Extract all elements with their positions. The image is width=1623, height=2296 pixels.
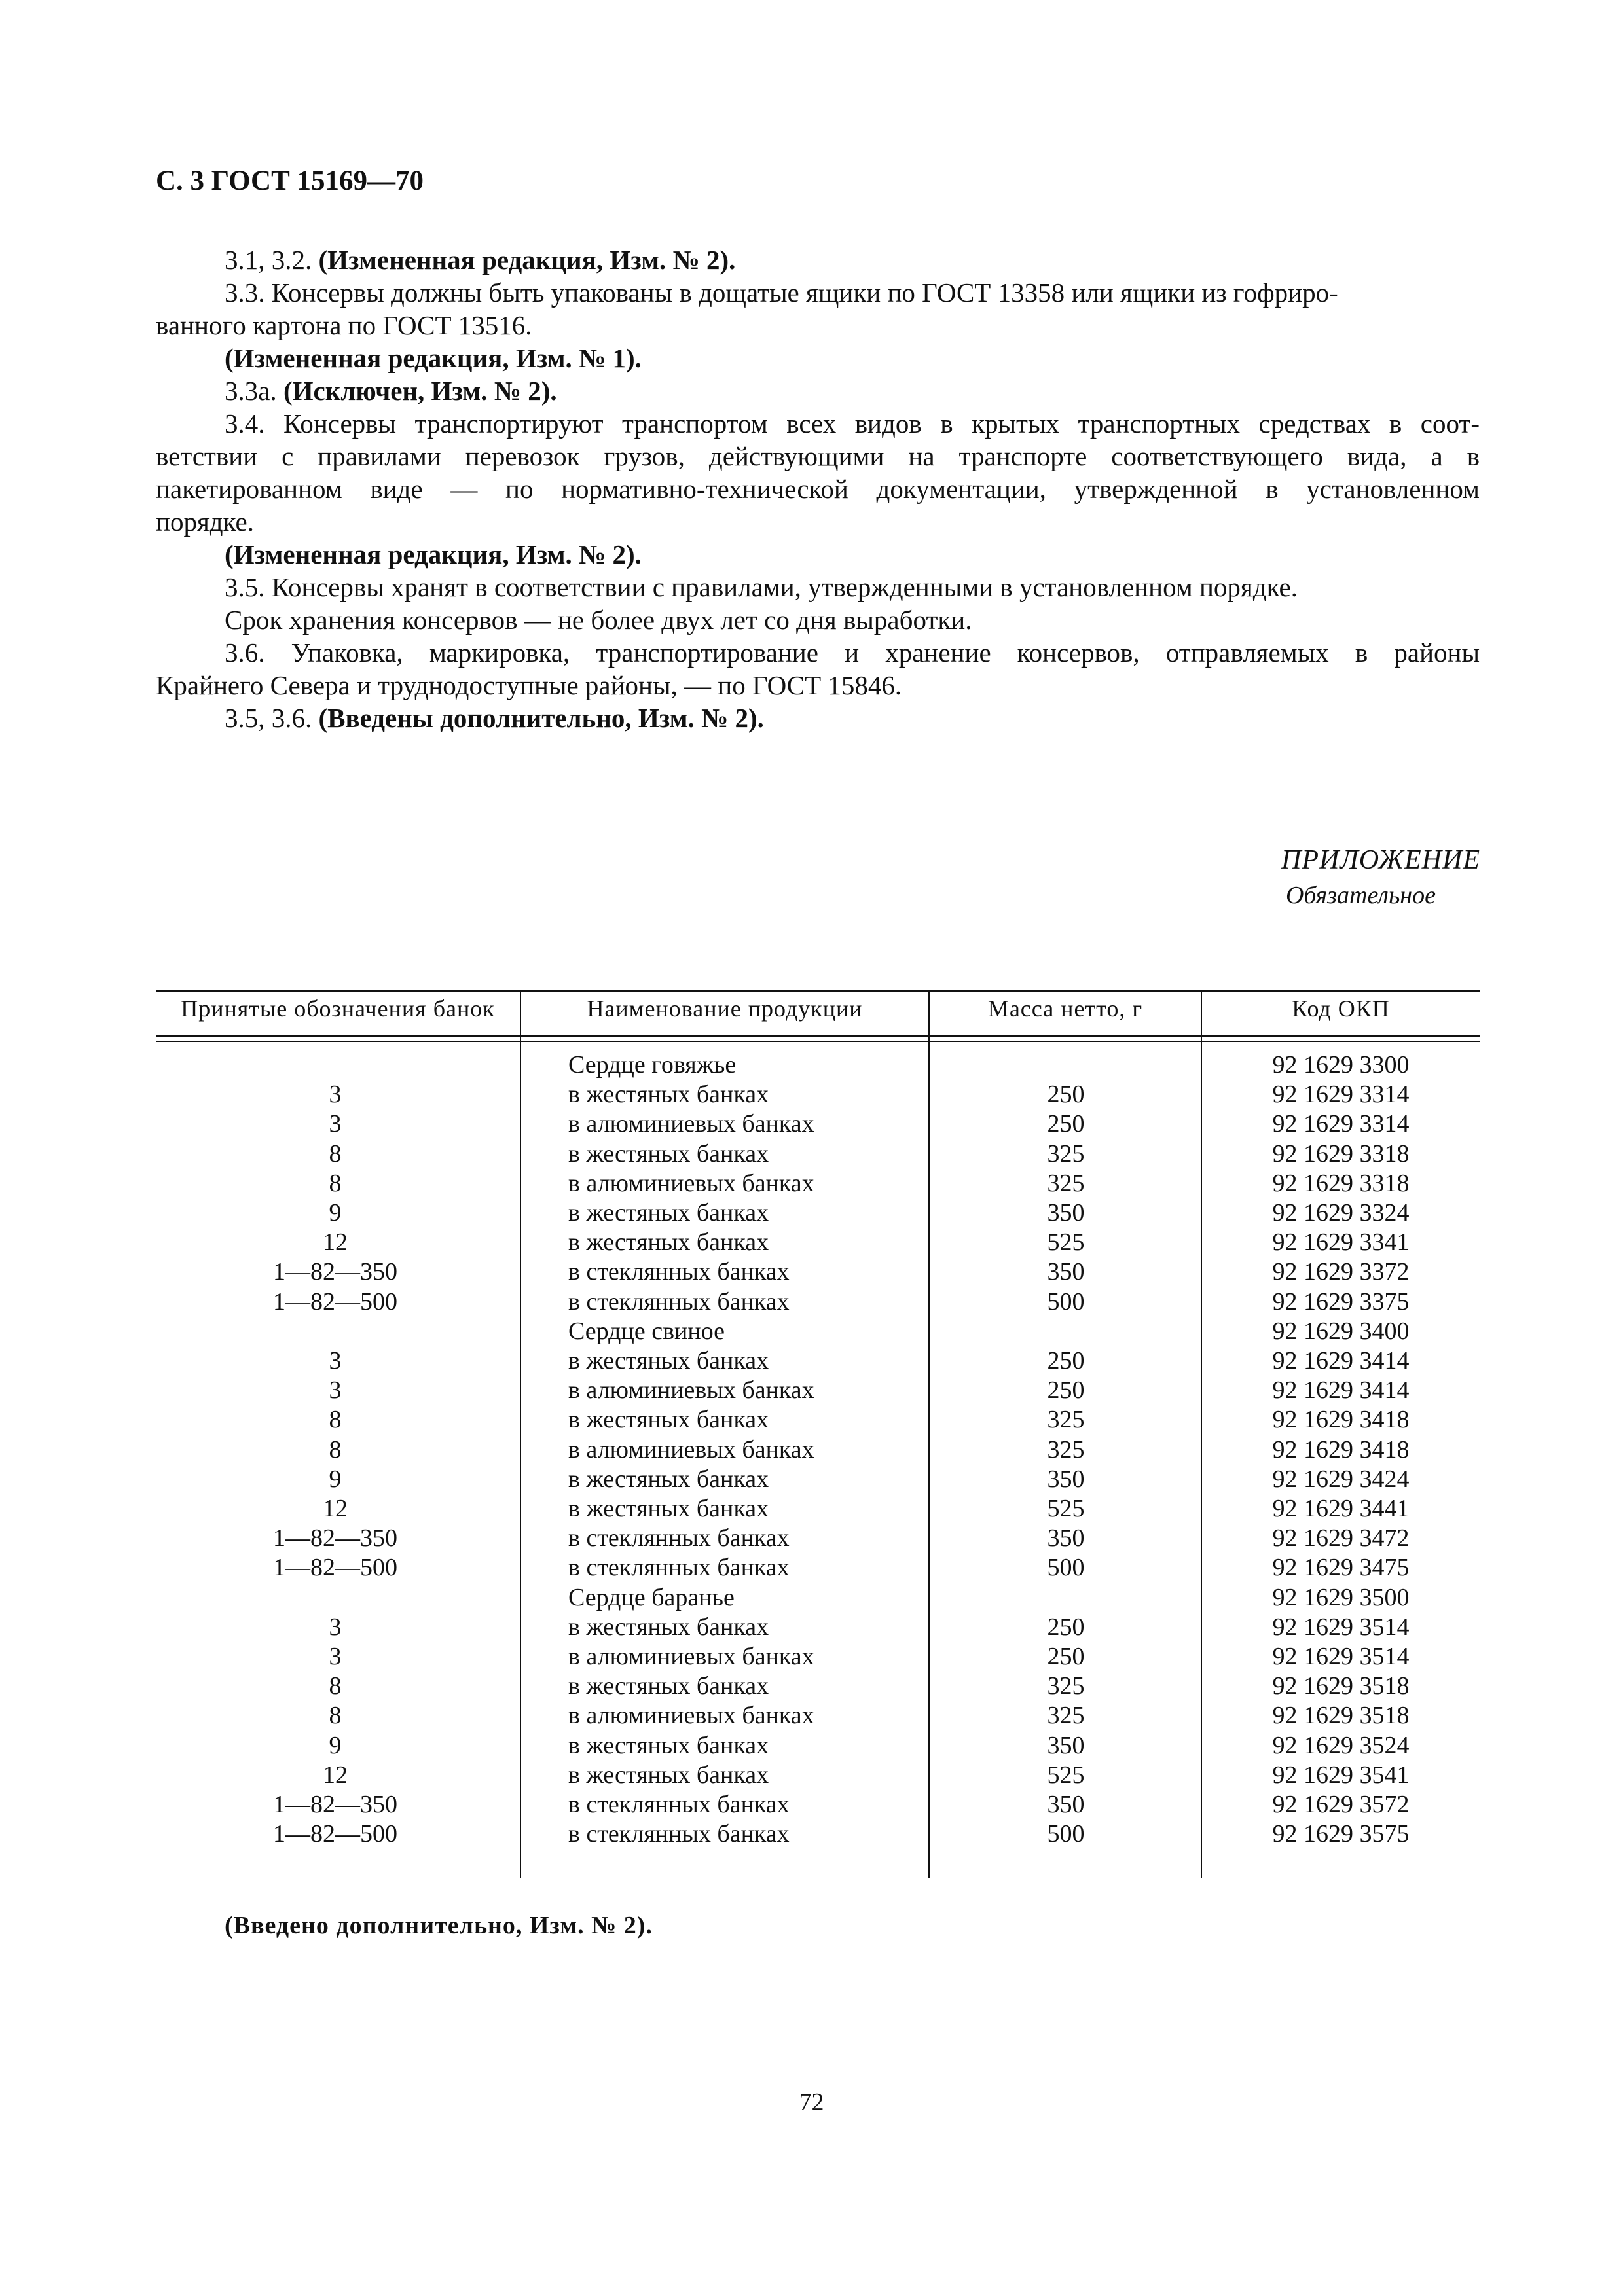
cell-product-name: в алюминиевых банках [568, 1110, 814, 1138]
cell-product-name: в алюминиевых банках [568, 1376, 814, 1404]
paragraph-3-3a [225, 374, 557, 407]
cell-net-mass: 250 [1047, 1376, 1085, 1404]
cell-okp-code: 92 1629 3518 [1272, 1672, 1410, 1700]
cell-net-mass: 350 [1047, 1199, 1085, 1227]
cell-net-mass: 525 [1047, 1229, 1085, 1256]
cell-okp-code: 92 1629 3418 [1272, 1436, 1410, 1463]
cell-product-name: в стеклянных банках [568, 1820, 790, 1848]
paragraph-ref: 3.3а. [225, 376, 283, 406]
cell-okp-code: 92 1629 3300 [1272, 1051, 1410, 1079]
paragraph-3-4-line3: пакетированном виде — по нормативно-технической документации, утвержденной в установленном [156, 474, 1480, 504]
cell-okp-code: 92 1629 3518 [1272, 1702, 1410, 1729]
column-header-can-designation: Принятые обозначения банок [181, 996, 495, 1022]
cell-product-name: в жестяных банках [568, 1465, 769, 1493]
table-column-divider [928, 991, 930, 1878]
cell-can-designation: 3 [329, 1643, 342, 1670]
page-number: 72 [799, 2089, 824, 2116]
cell-okp-code: 92 1629 3341 [1272, 1229, 1410, 1256]
cell-net-mass: 525 [1047, 1761, 1085, 1789]
column-header-product-name: Наименование продукции [587, 996, 863, 1022]
cell-can-designation [156, 1317, 515, 1346]
cell-can-designation: 8 [329, 1170, 342, 1197]
cell-okp-code: 92 1629 3418 [1272, 1406, 1410, 1433]
revision-note-text: (Измененная редакция, Изм. № 1). [225, 343, 642, 373]
cell-can-designation: 12 [323, 1761, 348, 1789]
cell-product-name: в алюминиевых банках [568, 1702, 814, 1729]
page-header: С. 3 ГОСТ 15169—70 [156, 166, 424, 196]
appendix-heading [1281, 844, 1480, 910]
cell-product-name: в жестяных банках [568, 1140, 769, 1168]
cell-product-name: в стеклянных банках [568, 1554, 790, 1581]
cell-net-mass: 500 [1047, 1554, 1085, 1581]
paragraph-3-4-line2: ветствии с правилами перевозок грузов, действующими на транспорте соответствующего вида, а в [156, 441, 1480, 471]
table-column-divider [520, 991, 521, 1878]
cell-can-designation: 3 [329, 1081, 342, 1108]
cell-okp-code: 92 1629 3324 [1272, 1199, 1410, 1227]
cell-can-designation: 1—82—500 [273, 1554, 397, 1581]
cell-okp-code: 92 1629 3314 [1272, 1081, 1410, 1108]
cell-product-name: в стеклянных банках [568, 1258, 790, 1285]
paragraph-3-4-line4: порядке. [156, 507, 255, 537]
cell-product-name: в жестяных банках [568, 1347, 769, 1374]
cell-product-name: Сердце баранье [568, 1584, 735, 1611]
paragraph-3-6-line2: Крайнего Севера и труднодоступные районы, — по ГОСТ 15846. [156, 670, 902, 700]
cell-can-designation [156, 1050, 515, 1080]
cell-product-name: в жестяных банках [568, 1761, 769, 1789]
cell-net-mass: 325 [1047, 1672, 1085, 1700]
cell-net-mass: 250 [1047, 1347, 1085, 1374]
cell-product-name: Сердце свиное [568, 1318, 725, 1345]
cell-okp-code: 92 1629 3475 [1272, 1554, 1410, 1581]
cell-net-mass: 325 [1047, 1406, 1085, 1433]
exclusion-note: (Исключен, Изм. № 2). [283, 376, 557, 406]
column-header-net-mass: Масса нетто, г [987, 996, 1143, 1022]
paragraph-3-3-line1: 3.3. Консервы должны быть упакованы в дощатые ящики по ГОСТ 13358 или ящики из гофриро- [225, 278, 1338, 308]
addition-note: (Введены дополнительно, Изм. № 2). [318, 703, 764, 733]
cell-okp-code: 92 1629 3575 [1272, 1820, 1410, 1848]
cell-okp-code: 92 1629 3572 [1272, 1791, 1410, 1818]
paragraph-3-3-line2: ванного картона по ГОСТ 13516. [156, 310, 532, 340]
cell-can-designation [156, 1583, 515, 1613]
cell-product-name: Сердце говяжье [568, 1051, 737, 1079]
cell-can-designation: 9 [329, 1199, 342, 1227]
cell-net-mass: 325 [1047, 1702, 1085, 1729]
cell-okp-code: 92 1629 3318 [1272, 1140, 1410, 1168]
paragraph-3-5-3-6-note [225, 702, 764, 734]
cell-okp-code: 92 1629 3524 [1272, 1732, 1410, 1759]
column-header-okp-code: Код ОКП [1292, 996, 1390, 1022]
paragraph-3-1 [225, 243, 735, 276]
appendix-subtitle: Обязательное [1285, 882, 1436, 909]
cell-okp-code: 92 1629 3314 [1272, 1110, 1410, 1138]
paragraph-ref: 3.5, 3.6. [225, 703, 319, 733]
cell-product-name: в стеклянных банках [568, 1524, 790, 1552]
cell-product-name: в жестяных банках [568, 1081, 769, 1108]
cell-product-name: в жестяных банках [568, 1672, 769, 1700]
cell-product-name: в жестяных банках [568, 1229, 769, 1256]
cell-net-mass [931, 1050, 1201, 1080]
cell-product-name: в жестяных банках [568, 1613, 769, 1641]
cell-product-name: в стеклянных банках [568, 1791, 790, 1818]
cell-product-name: в жестяных банках [568, 1732, 769, 1759]
cell-product-name: в алюминиевых банках [568, 1170, 814, 1197]
cell-can-designation: 3 [329, 1376, 342, 1404]
cell-net-mass: 350 [1047, 1465, 1085, 1493]
cell-net-mass: 350 [1047, 1791, 1085, 1818]
cell-okp-code: 92 1629 3400 [1272, 1318, 1410, 1345]
cell-okp-code: 92 1629 3500 [1272, 1584, 1410, 1611]
cell-okp-code: 92 1629 3318 [1272, 1170, 1410, 1197]
cell-okp-code: 92 1629 3541 [1272, 1761, 1410, 1789]
cell-okp-code: 92 1629 3375 [1272, 1288, 1410, 1316]
cell-can-designation: 12 [323, 1229, 348, 1256]
cell-can-designation: 8 [329, 1406, 342, 1433]
cell-product-name: в стеклянных банках [568, 1288, 790, 1316]
addition-note: (Введено дополнительно, Изм. № 2). [225, 1912, 653, 1939]
cell-net-mass: 325 [1047, 1170, 1085, 1197]
cell-okp-code: 92 1629 3514 [1272, 1643, 1410, 1670]
cell-can-designation: 9 [329, 1465, 342, 1493]
table-header-rule [156, 1035, 1480, 1037]
cell-can-designation: 1—82—350 [273, 1524, 397, 1552]
cell-okp-code: 92 1629 3372 [1272, 1258, 1410, 1285]
cell-product-name: в алюминиевых банках [568, 1436, 814, 1463]
cell-product-name: в жестяных банках [568, 1495, 769, 1522]
cell-product-name: в жестяных банках [568, 1199, 769, 1227]
revision-note: (Измененная редакция, Изм. № 2). [318, 245, 736, 275]
revision-note [225, 342, 642, 374]
cell-net-mass: 250 [1047, 1613, 1085, 1641]
cell-okp-code: 92 1629 3514 [1272, 1613, 1410, 1641]
cell-okp-code: 92 1629 3472 [1272, 1524, 1410, 1552]
cell-net-mass: 250 [1047, 1081, 1085, 1108]
cell-net-mass: 325 [1047, 1140, 1085, 1168]
cell-can-designation: 3 [329, 1110, 342, 1138]
paragraph-3-4-line1: 3.4. Консервы транспортируют транспортом всех видов в крытых транспортных средствах в соот- [225, 408, 1480, 439]
cell-can-designation: 8 [329, 1672, 342, 1700]
cell-net-mass: 350 [1047, 1732, 1085, 1759]
cell-can-designation: 8 [329, 1436, 342, 1463]
cell-net-mass: 325 [1047, 1436, 1085, 1463]
cell-net-mass: 350 [1047, 1258, 1085, 1285]
cell-net-mass: 500 [1047, 1288, 1085, 1316]
cell-can-designation: 3 [329, 1613, 342, 1641]
cell-can-designation: 12 [323, 1495, 348, 1522]
cell-okp-code: 92 1629 3424 [1272, 1465, 1410, 1493]
paragraph-shelf-life: Срок хранения консервов — не более двух лет со дня выработки. [225, 605, 972, 635]
cell-net-mass [931, 1583, 1201, 1613]
cell-can-designation: 8 [329, 1702, 342, 1729]
table-column-divider [1201, 991, 1202, 1878]
cell-okp-code: 92 1629 3441 [1272, 1495, 1410, 1522]
cell-net-mass: 525 [1047, 1495, 1085, 1522]
cell-okp-code: 92 1629 3414 [1272, 1376, 1410, 1404]
cell-net-mass: 500 [1047, 1820, 1085, 1848]
cell-product-name: в жестяных банках [568, 1406, 769, 1433]
cell-net-mass: 250 [1047, 1110, 1085, 1138]
cell-can-designation: 3 [329, 1347, 342, 1374]
revision-note-text: (Измененная редакция, Изм. № 2). [225, 539, 642, 569]
cell-net-mass: 250 [1047, 1643, 1085, 1670]
paragraph-ref: 3.1, 3.2. [225, 245, 319, 275]
cell-can-designation: 9 [329, 1732, 342, 1759]
cell-product-name: в алюминиевых банках [568, 1643, 814, 1670]
cell-net-mass [931, 1317, 1201, 1346]
paragraph-3-6-line1: 3.6. Упаковка, маркировка, транспортирование и хранение консервов, отправляемых в районы [225, 637, 1480, 668]
cell-can-designation: 8 [329, 1140, 342, 1168]
cell-can-designation: 1—82—350 [273, 1258, 397, 1285]
appendix-title: ПРИЛОЖЕНИЕ [1281, 845, 1480, 875]
cell-okp-code: 92 1629 3414 [1272, 1347, 1410, 1374]
table-top-rule [156, 990, 1480, 992]
cell-can-designation: 1—82—350 [273, 1791, 397, 1818]
revision-note [225, 538, 642, 571]
table-header-rule-double [156, 1041, 1480, 1042]
paragraph-3-5: 3.5. Консервы хранят в соответствии с правилами, утвержденными в установленном порядке. [225, 572, 1298, 602]
cell-can-designation: 1—82—500 [273, 1288, 397, 1316]
cell-can-designation: 1—82—500 [273, 1820, 397, 1848]
cell-net-mass: 350 [1047, 1524, 1085, 1552]
